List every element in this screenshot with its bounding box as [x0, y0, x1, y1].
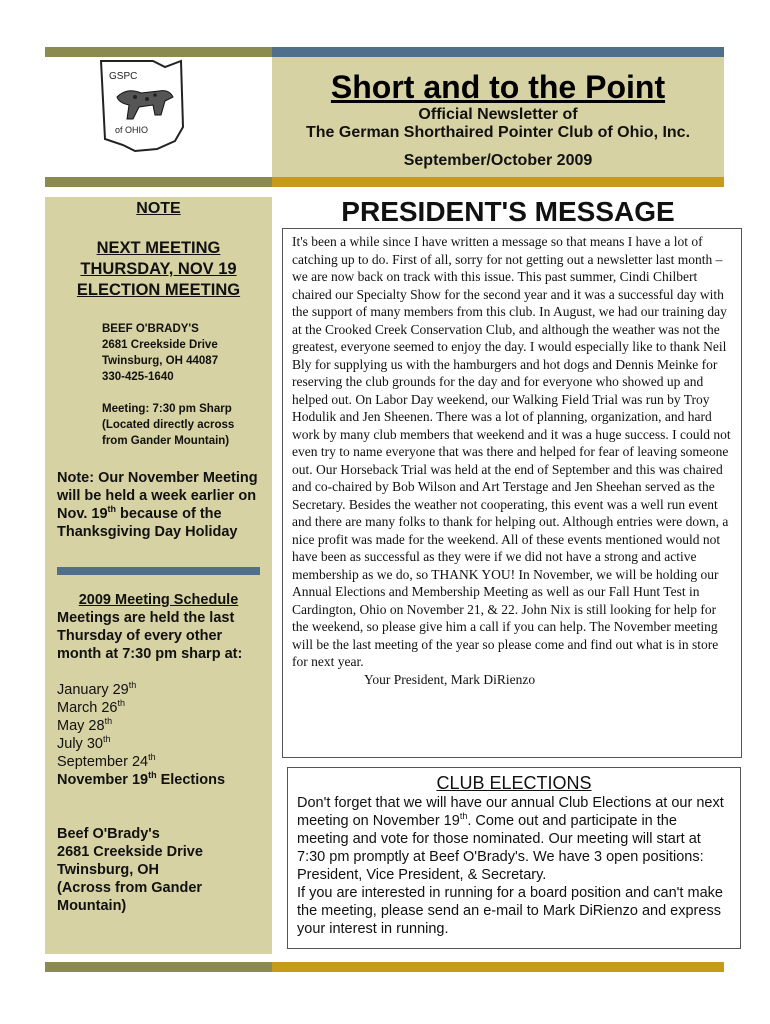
elections-text-c: If you are interested in running for a board position and can't make the meeting, please send an e-mail to Mark DiRienzo and express your interest in running.	[297, 885, 723, 937]
november-notice	[57, 469, 260, 541]
president-message-title: PRESIDENT'S MESSAGE	[341, 196, 675, 227]
club-elections-box	[287, 767, 741, 949]
next-meeting-line-1: NEXT MEETING	[96, 239, 221, 257]
venue-city: Twinsburg, OH 44087	[102, 355, 219, 367]
elections-text-a: Don't forget that we will have our annual Club Elections at our next meeting on November 19	[297, 795, 724, 829]
list-item: November 19th Elections	[57, 770, 226, 788]
sidebar	[45, 197, 272, 954]
meeting-location	[57, 825, 260, 915]
meeting-time-line-1: Meeting: 7:30 pm Sharp	[102, 403, 232, 415]
list-item: May 28th	[57, 716, 113, 734]
ohio-pointer-logo-icon	[95, 57, 190, 177]
location-line-3: Twinsburg, OH	[57, 862, 160, 878]
masthead-bar-left	[45, 177, 272, 187]
meeting-dates-list	[57, 681, 260, 789]
venue-name: BEEF O'BRADY'S	[102, 323, 199, 335]
note-heading: NOTE	[136, 200, 181, 217]
bottom-bar-left	[45, 962, 272, 972]
schedule-description: Meetings are held the last Thursday of every other month at 7:30 pm sharp at:	[57, 610, 243, 662]
notice-sup: th	[107, 504, 117, 515]
venue-phone: 330-425-1640	[102, 371, 174, 383]
club-elections-body	[297, 794, 731, 938]
sidebar-divider	[57, 567, 260, 575]
list-item: March 26th	[57, 698, 125, 716]
next-meeting-line-3: ELECTION MEETING	[76, 281, 241, 299]
location-line-5: Mountain)	[57, 898, 127, 914]
list-item: July 30th	[57, 734, 111, 752]
location-line-2: 2681 Creekside Drive	[57, 844, 203, 860]
meeting-time-line-2: (Located directly across	[102, 419, 235, 431]
newsletter-subtitle-2: The German Shorthaired Pointer Club of Ohio, Inc.	[305, 124, 691, 141]
logo-top-text: GSPC	[109, 71, 138, 82]
next-meeting-block	[57, 238, 260, 301]
notice-text-a: Note: Our November Meeting will be held a week earlier on Nov. 19	[57, 470, 258, 522]
club-elections-title: CLUB ELECTIONS	[436, 773, 592, 793]
president-signature: Your President, Mark DiRienzo	[364, 671, 536, 687]
notice-text-b: because of the Thanksgiving Day Holiday	[57, 506, 238, 540]
masthead	[272, 57, 724, 177]
location-line-1: Beef O'Brady's	[57, 826, 160, 842]
top-bar-right	[272, 47, 724, 57]
issue-date: September/October 2009	[403, 152, 593, 169]
venue-address	[102, 321, 260, 385]
newsletter-subtitle-1: Official Newsletter of	[418, 106, 578, 123]
list-item: September 24th	[57, 752, 156, 770]
president-message-box	[282, 228, 742, 758]
newsletter-title: Short and to the Point	[330, 69, 666, 105]
bottom-bar-right	[272, 962, 724, 972]
club-logo	[95, 57, 190, 177]
list-item: January 29th	[57, 680, 137, 698]
top-bar-left	[45, 47, 272, 57]
masthead-bar-right	[272, 177, 724, 187]
president-message-body: It's been a while since I have written a message so that means I have a lot of catching up to do. First of all, sorry for not getting out a newsletter last month – we are now back on track with this issue. This past summer, Cindi Chilbert chaired our Specialty Show for the second year and it was a successful day with the support of many members from this club. In August, we had our training day at the Crooked Creek Conservation Club, and although the weather was not the greatest, everyone seemed to enjoy the day. I would especially like to thank Neil Bly for supplying us with the hamburgers and hot dogs and Dennis Meinke for reserving the club grounds for the day and for everyone who showed up and helped out. On Labor Day weekend, our Walking Field Trial was run by Troy Hodulik and Jen Sheenen. There was a lot of planning, organization, and hard work by many club members that weekend and it was a huge success. I could not even try to name everyone that was there and helped for fear of leaving someone out. Our Horseback Trial was held at the end of September and this was chaired and co-chaired by Bob Wilson and Art Terstage and Jen Sheehan served as the Secretary. Besides the weather not cooperating, this event was a well run event and there are many folks to thank for helping out. Although entries were down, a nice profit was made for the weekend. All of these events mentioned would not have been as successful as they were if we did not have a strong and active membership as we do, so THANK YOU! In November, we will be holding our Annual Elections and Membership Meeting as well as our Fall Hunt Test in Cardington, Ohio on November 21, & 22. John Nix is still looking for help for the weekend, so please give him a call if you can help. The November meeting will be the last meeting of the year so please come and find out what is in store for next year.	[292, 234, 731, 669]
elections-sup: th	[459, 811, 468, 822]
elections-text-b: . Come out and participate in the meeting and vote for those nominated. Our meeting will start at 7:30 pm promptly at Beef O'Brady's. We have 3 open positions: President, Vice President, & Secretary.	[297, 813, 704, 883]
location-line-4: (Across from Gander	[57, 880, 203, 896]
venue-street: 2681 Creekside Drive	[102, 339, 218, 351]
meeting-time-line-3: from Gander Mountain)	[102, 435, 230, 447]
schedule-title: 2009 Meeting Schedule	[78, 592, 239, 608]
meeting-time	[102, 401, 260, 449]
next-meeting-line-2: THURSDAY, NOV 19	[80, 260, 237, 278]
logo-bottom-text: of OHIO	[115, 125, 149, 135]
